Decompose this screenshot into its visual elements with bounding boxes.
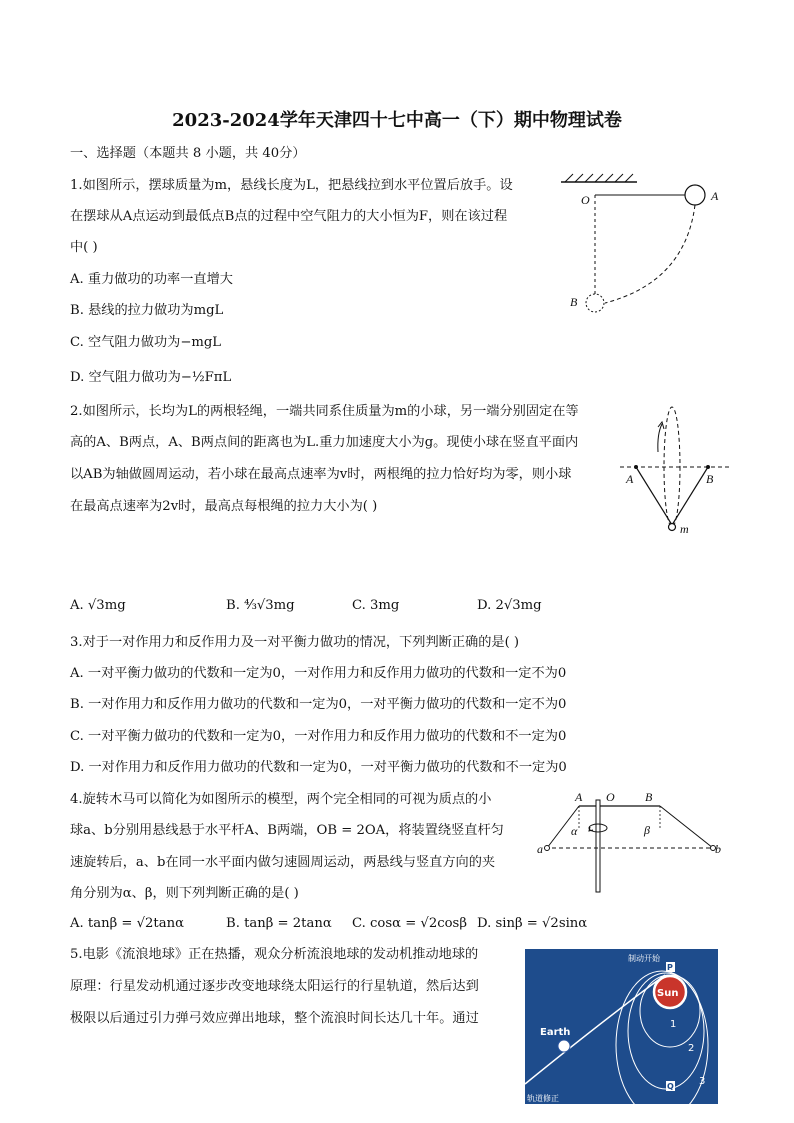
q5-label-orbit-3: 3 — [699, 1076, 706, 1087]
q4-option-b[interactable]: B. tanβ = 2tanα — [226, 916, 332, 931]
q4-carousel-figure — [535, 788, 725, 894]
q5-label-p: P — [667, 963, 673, 972]
section-heading: 一、选择题（本题共 8 小题，共 40分） — [70, 146, 306, 161]
q4-label-beta: β — [644, 823, 650, 837]
q2-stem-line: 高的A、B两点，A、B两点间的距离也为L.重力加速度大小为g。现使小球在竖直平面内 — [70, 435, 579, 450]
q3-option-a[interactable]: A. 一对平衡力做功的代数和一定为0，一对作用力和反作用力做功的代数和一定不为0 — [70, 666, 567, 681]
q4-label-ball-a: a — [537, 842, 543, 856]
q1-stem-line: 1.如图所示，摆球质量为m，悬线长度为L，把悬线拉到水平位置后放手。设 — [70, 178, 513, 193]
q2-option-d[interactable]: D. 2√3mg — [477, 598, 542, 613]
q5-label-sun: Sun — [657, 988, 679, 999]
q1-label-b: B — [570, 295, 578, 309]
q1-option-a[interactable]: A. 重力做功的功率一直增大 — [70, 272, 233, 287]
q1-stem-line: 在摆球从A点运动到最低点B点的过程中空气阻力的大小恒为F，则在该过程 — [70, 209, 508, 224]
q5-stem-line: 5.电影《流浪地球》正在热播，观众分析流浪地球的发动机推动地球的 — [70, 947, 479, 962]
q5-label-earth: Earth — [540, 1027, 571, 1038]
q4-label-b: B — [645, 790, 653, 804]
q3-option-c[interactable]: C. 一对平衡力做功的代数和一定为0，一对作用力和反作用力做功的代数和不一定为0 — [70, 729, 567, 744]
q2-label-m: m — [680, 522, 689, 536]
q2-label-a: A — [626, 472, 634, 486]
q4-option-c[interactable]: C. cosα = √2cosβ — [352, 916, 467, 931]
q2-stem-line: 在最高点速率为2v时，最高点每根绳的拉力大小为( ) — [70, 499, 378, 514]
q1-option-c[interactable]: C. 空气阻力做功为−mgL — [70, 335, 222, 350]
q1-label-o: O — [581, 193, 590, 207]
q2-option-a[interactable]: A. √3mg — [70, 598, 126, 613]
q4-stem-line: 球a、b分别用悬线悬于水平杆A、B两端，OB = 2OA，将装置绕竖直杆匀 — [70, 823, 504, 838]
q2-stem-line: 以AB为轴做圆周运动，若小球在最高点速率为v时，两根绳的拉力恰好均为零，则小球 — [70, 467, 572, 482]
q1-option-b[interactable]: B. 悬线的拉力做功为mgL — [70, 303, 224, 318]
page-title: 2023-2024学年天津四十七中高一（下）期中物理试卷 — [172, 110, 622, 131]
q4-option-a[interactable]: A. tanβ = √2tanα — [70, 916, 184, 931]
q5-label-orbit-1: 1 — [670, 1019, 677, 1030]
q3-option-b[interactable]: B. 一对作用力和反作用力做功的代数和一定为0，一对平衡力做功的代数和一定不为0 — [70, 697, 567, 712]
q1-stem-line: 中( ) — [70, 240, 98, 255]
q5-orbit-figure — [525, 949, 718, 1104]
q4-stem-line: 速旋转后，a、b在同一水平面内做匀速圆周运动，两悬线与竖直方向的夹 — [70, 855, 496, 870]
q2-label-b: B — [706, 472, 714, 486]
q2-option-b[interactable]: B. ⁴⁄₃√3mg — [226, 598, 295, 613]
q3-option-d[interactable]: D. 一对作用力和反作用力做功的代数和一定为0，一对平衡力做功的代数和不一定为0 — [70, 760, 567, 775]
q1-option-d[interactable]: D. 空气阻力做功为−½FπL — [70, 370, 232, 385]
q5-label-brake: 制动开始 — [628, 954, 660, 963]
q4-label-a: A — [575, 790, 583, 804]
q2-option-c[interactable]: C. 3mg — [352, 598, 400, 613]
q4-label-ball-b: b — [715, 842, 721, 856]
q5-label-fix: 轨道修正 — [527, 1094, 559, 1103]
q1-label-a: A — [711, 189, 719, 203]
q3-stem-line: 3.对于一对作用力和反作用力及一对平衡力做功的情况，下列判断正确的是( ) — [70, 635, 520, 650]
q1-pendulum-figure — [555, 172, 735, 322]
q5-label-q: Q — [667, 1082, 674, 1091]
q4-stem-line: 角分别为α、β，则下列判断正确的是( ) — [70, 886, 299, 901]
q5-label-orbit-2: 2 — [688, 1043, 695, 1054]
q4-option-d[interactable]: D. sinβ = √2sinα — [477, 916, 588, 931]
q2-rope-figure — [620, 402, 730, 537]
q4-label-alpha: α — [571, 824, 578, 838]
q5-stem-line: 极限以后通过引力弹弓效应弹出地球，整个流浪时间长达几十年。通过 — [70, 1011, 479, 1026]
q4-stem-line: 4.旋转木马可以简化为如图所示的模型，两个完全相同的可视为质点的小 — [70, 792, 492, 807]
q5-stem-line: 原理：行星发动机通过逐步改变地球绕太阳运行的行星轨道，然后达到 — [70, 979, 479, 994]
q4-label-o: O — [606, 790, 615, 804]
q2-stem-line: 2.如图所示，长均为L的两根轻绳，一端共同系住质量为m的小球，另一端分别固定在等 — [70, 404, 579, 419]
